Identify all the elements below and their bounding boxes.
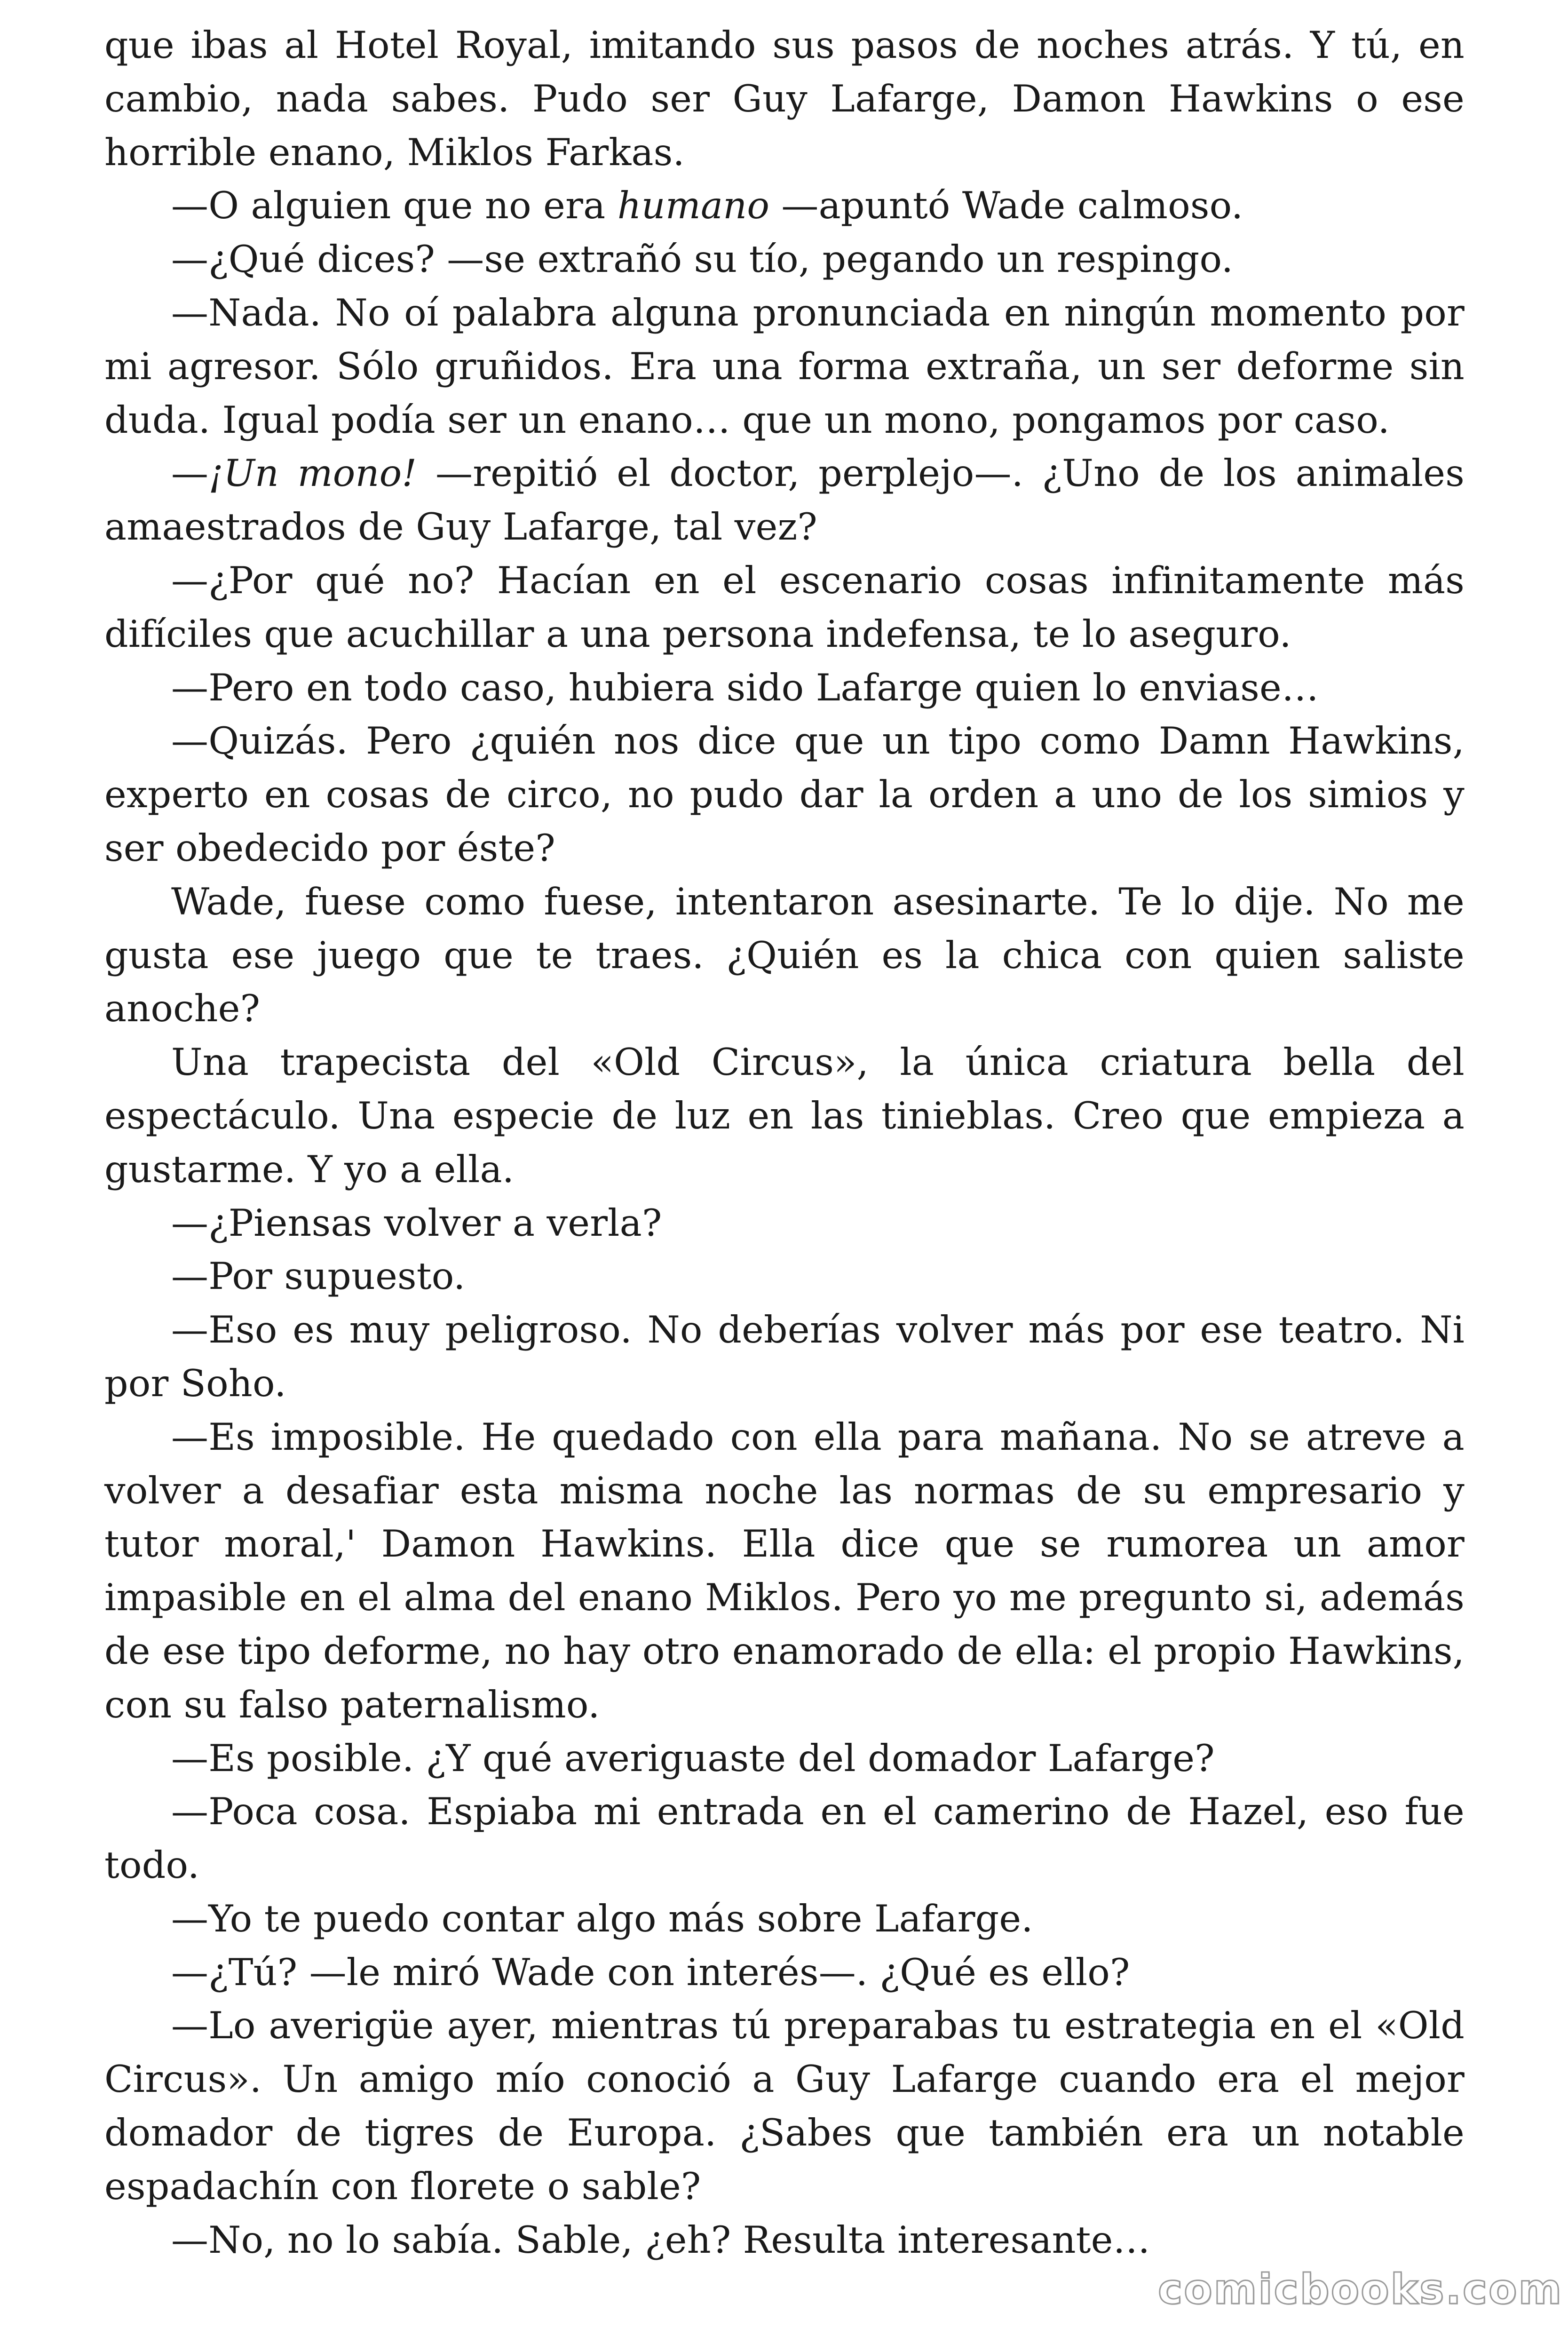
paragraph-6: —¿Por qué no? Hacían en el escenario cosas infinitamente más difíciles que acuchillar a una persona indefensa, te lo aseguro.: [104, 558, 1465, 656]
paragraph-7: —Pero en todo caso, hubiera sido Lafarge quien lo enviase…: [171, 666, 1319, 709]
paragraph-10: Una trapecista del «Old Circus», la única criatura bella del espectáculo. Una especie de luz en las tinieblas. Creo que empieza a gustarme. Y yo a ella.: [104, 1041, 1465, 1191]
paragraph-11: —¿Piensas volver a verla?: [171, 1201, 662, 1245]
paragraph-12: —Por supuesto.: [171, 1255, 466, 1298]
watermark-logo: comicbooks.com: [1158, 2265, 1563, 2313]
paragraph-4: —Nada. No oí palabra alguna pronunciada en ningún momento por mi agresor. Sólo gruñidos. Era una forma extraña, un ser deforme sin duda. Igual podía ser un enano… que un mono, pongamos por caso.: [104, 291, 1465, 442]
paragraph-13: —Eso es muy peligroso. No deberías volver más por ese teatro. Ni por Soho.: [104, 1308, 1465, 1405]
paragraph-18: —¿Tú? —le miró Wade con interés—. ¿Qué es ello?: [171, 1950, 1130, 1994]
paragraph-16: —Poca cosa. Espiaba mi entrada en el camerino de Hazel, eso fue todo.: [104, 1790, 1465, 1887]
paragraph-5: —¡Un mono! —repitió el doctor, perplejo—. ¿Uno de los animales amaestrados de Guy Lafarge, tal vez?: [104, 452, 1465, 549]
paragraph-17: —Yo te puedo contar algo más sobre Lafarge.: [171, 1897, 1033, 1940]
paragraph-1: que ibas al Hotel Royal, imitando sus pasos de noches atrás. Y tú, en cambio, nada sabes. Pudo ser Guy Lafarge, Damon Hawkins o ese horrible enano, Miklos Farkas.: [104, 24, 1465, 174]
paragraph-9: Wade, fuese como fuese, intentaron asesinarte. Te lo dije. No me gusta ese juego que te traes. ¿Quién es la chica con quien saliste anoche?: [104, 880, 1465, 1031]
paragraph-3: —¿Qué dices? —se extrañó su tío, pegando un respingo.: [171, 238, 1234, 281]
book-page-text: [104, 19, 1465, 2267]
paragraph-19: —Lo averigüe ayer, mientras tú preparabas tu estrategia en el «Old Circus». Un amigo mío conoció a Guy Lafarge cuando era el mejor domador de tigres de Europa. ¿Sabes que también era un notable espadachín con florete o sable?: [104, 2004, 1465, 2208]
paragraph-8: —Quizás. Pero ¿quién nos dice que un tipo como Damn Hawkins, experto en cosas de circo, no pudo dar la orden a uno de los simios y ser obedecido por éste?: [104, 719, 1465, 870]
paragraph-15: —Es posible. ¿Y qué averiguaste del domador Lafarge?: [171, 1736, 1215, 1780]
italic-phrase-un-mono: ¡Un mono!: [208, 452, 417, 495]
paragraph-20: —No, no lo sabía. Sable, ¿eh? Resulta interesante…: [171, 2218, 1150, 2262]
paragraph-14: —Es imposible. He quedado con ella para mañana. No se atreve a volver a desafiar esta misma noche las normas de su empresario y tutor moral,' Damon Hawkins. Ella dice que se rumorea un amor impasible en el alma del enano Miklos. Pero yo me pregunto si, además de ese tipo deforme, no hay otro enamorado de ella: el propio Hawkins, con su falso paternalismo.: [104, 1415, 1465, 1726]
italic-word-humano: humano: [617, 184, 770, 228]
paragraph-2: —O alguien que no era humano —apuntó Wade calmoso.: [171, 184, 1243, 228]
